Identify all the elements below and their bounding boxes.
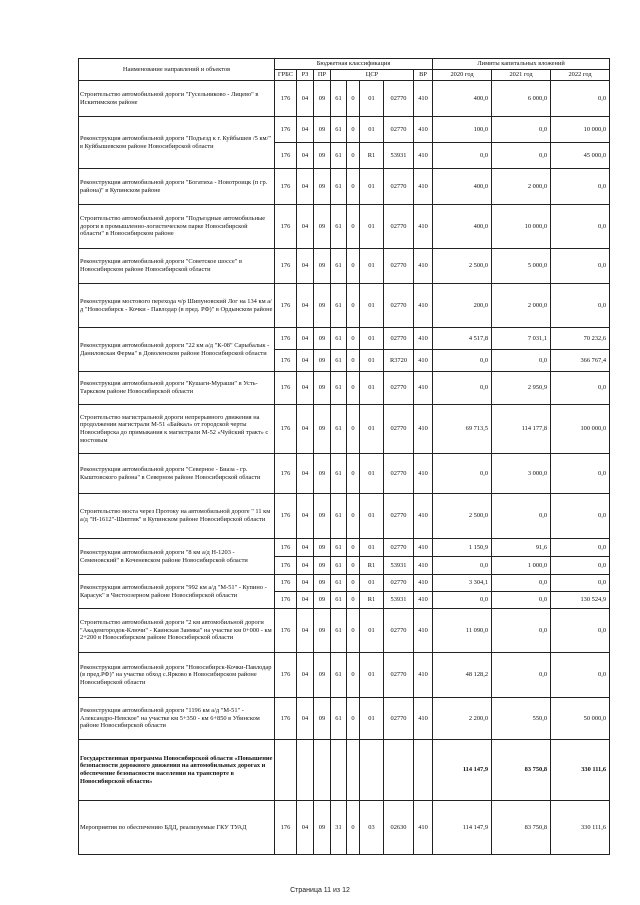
cell-y2020: 0,0: [433, 372, 492, 405]
header-2021: 2021 год: [492, 70, 551, 81]
table-body: [79, 81, 610, 855]
cell-csr2: 0: [347, 801, 360, 855]
cell-y2021: 5 000,0: [492, 249, 551, 284]
cell-csr3: 01: [360, 249, 384, 284]
page-footer: Страница 11 из 12: [290, 887, 350, 894]
cell-vr: 410: [414, 557, 433, 575]
cell-y2021: 0,0: [492, 117, 551, 143]
object-name: Реконструкция автомобильной дороги "Новосибирск-Кочки-Павлодар (в пред.РФ)" на участке обход с.Ярково в Новосибирском районе Новосибирской области: [79, 653, 275, 698]
cell-y2021: 10 000,0: [492, 205, 551, 249]
cell-csr3: 01: [360, 117, 384, 143]
capital-investment-table: [78, 58, 610, 855]
cell-csr4: 02770: [384, 249, 414, 284]
cell-csr3: 01: [360, 494, 384, 539]
cell-csr1: 61: [331, 205, 347, 249]
cell-pr: 09: [314, 557, 331, 575]
cell-csr2: 0: [347, 284, 360, 328]
cell-csr4: 53931: [384, 592, 414, 609]
cell-y2020: 0,0: [433, 557, 492, 575]
cell-csr4: R3720: [384, 350, 414, 372]
cell-csr2: 0: [347, 205, 360, 249]
cell-csr1: 61: [331, 698, 347, 740]
cell-rz: 04: [297, 372, 314, 405]
cell-csr1: 61: [331, 575, 347, 592]
cell-y2021: 0,0: [492, 653, 551, 698]
cell-grbs: 176: [275, 609, 297, 653]
cell-pr: 09: [314, 698, 331, 740]
cell-csr1: 61: [331, 592, 347, 609]
cell-grbs: 176: [275, 405, 297, 454]
cell-y2020: 11 090,0: [433, 609, 492, 653]
cell-csr3: R1: [360, 592, 384, 609]
cell-y2021: 83 750,8: [492, 740, 551, 801]
cell-pr: [314, 740, 331, 801]
cell-y2020: 2 200,0: [433, 698, 492, 740]
cell-csr4: 02770: [384, 169, 414, 205]
cell-vr: 410: [414, 169, 433, 205]
cell-csr4: 02770: [384, 494, 414, 539]
cell-y2022: 0,0: [551, 249, 610, 284]
cell-csr3: 01: [360, 169, 384, 205]
cell-csr2: 0: [347, 249, 360, 284]
cell-grbs: 176: [275, 81, 297, 117]
cell-csr4: 02770: [384, 81, 414, 117]
cell-vr: 410: [414, 143, 433, 169]
cell-csr3: 01: [360, 372, 384, 405]
cell-csr2: 0: [347, 169, 360, 205]
cell-rz: 04: [297, 143, 314, 169]
cell-y2022: 70 232,6: [551, 328, 610, 350]
cell-pr: 09: [314, 454, 331, 494]
cell-vr: 410: [414, 592, 433, 609]
cell-csr2: 0: [347, 609, 360, 653]
header-capital-limits: Лимиты капитальных вложений: [433, 59, 610, 70]
table-row: [79, 494, 610, 539]
cell-csr2: 0: [347, 494, 360, 539]
cell-y2021: 0,0: [492, 143, 551, 169]
header-2022: 2022 год: [551, 70, 610, 81]
cell-y2020: 3 304,1: [433, 575, 492, 592]
table-row: [79, 740, 610, 801]
cell-csr4: 02770: [384, 284, 414, 328]
cell-csr3: R1: [360, 557, 384, 575]
cell-pr: 09: [314, 609, 331, 653]
cell-rz: 04: [297, 592, 314, 609]
cell-csr3: 01: [360, 575, 384, 592]
cell-y2021: 3 000,0: [492, 454, 551, 494]
cell-csr2: 0: [347, 117, 360, 143]
cell-y2021: 2 950,9: [492, 372, 551, 405]
table-row: [79, 372, 610, 405]
cell-csr4: 02770: [384, 328, 414, 350]
cell-pr: 09: [314, 169, 331, 205]
header-budget-classification: Бюджетная классификация: [275, 59, 433, 70]
table-row: [79, 801, 610, 855]
cell-vr: 410: [414, 328, 433, 350]
cell-rz: 04: [297, 557, 314, 575]
cell-rz: [297, 740, 314, 801]
cell-rz: 04: [297, 328, 314, 350]
cell-csr3: 01: [360, 328, 384, 350]
cell-vr: 410: [414, 454, 433, 494]
cell-csr3: R1: [360, 143, 384, 169]
cell-csr3: 01: [360, 454, 384, 494]
cell-y2022: 0,0: [551, 539, 610, 557]
object-name: Мероприятия по обеспечению БДД, реализуемые ГКУ ТУАД: [79, 801, 275, 855]
cell-pr: 09: [314, 494, 331, 539]
cell-csr2: 0: [347, 143, 360, 169]
cell-y2020: 400,0: [433, 205, 492, 249]
cell-pr: 09: [314, 405, 331, 454]
cell-csr1: 61: [331, 328, 347, 350]
cell-csr1: 61: [331, 557, 347, 575]
cell-grbs: 176: [275, 117, 297, 143]
object-name: Реконструкция автомобильной дороги "Кушаги-Мураши" в Усть-Таркском районе Новосибирской области: [79, 372, 275, 405]
cell-csr4: 02770: [384, 372, 414, 405]
cell-y2020: 100,0: [433, 117, 492, 143]
object-name: Строительство автомобильной дороги "Подъездные автомобильные дороги в промышленно-логистическом парке Новосибирской области" в Новосибирском районе: [79, 205, 275, 249]
cell-y2020: 400,0: [433, 81, 492, 117]
cell-pr: 09: [314, 653, 331, 698]
cell-grbs: 176: [275, 169, 297, 205]
cell-csr4: 02770: [384, 575, 414, 592]
cell-csr4: 02770: [384, 698, 414, 740]
object-name: Реконструкция автомобильной дороги "1196 км а/д "М-51" - Александро-Невское" на участке км 5+350 - км 6+850 в Убинском районе Новосибирской области: [79, 698, 275, 740]
cell-vr: 410: [414, 372, 433, 405]
cell-y2020: 69 713,5: [433, 405, 492, 454]
cell-pr: 09: [314, 249, 331, 284]
cell-csr3: 01: [360, 81, 384, 117]
cell-vr: 410: [414, 249, 433, 284]
cell-y2020: 0,0: [433, 143, 492, 169]
cell-y2020: 200,0: [433, 284, 492, 328]
table-header: [79, 59, 610, 81]
header-grbs: ГРБС: [275, 70, 297, 81]
cell-vr: 410: [414, 801, 433, 855]
cell-grbs: [275, 740, 297, 801]
cell-vr: 410: [414, 350, 433, 372]
cell-y2022: 130 524,9: [551, 592, 610, 609]
object-name: Реконструкция автомобильной дороги "Подъезд к г. Куйбышев /5 км/" в Куйбышевском районе Новосибирской области: [79, 117, 275, 169]
table-row: [79, 539, 610, 557]
cell-y2021: 0,0: [492, 350, 551, 372]
cell-y2020: 0,0: [433, 592, 492, 609]
cell-csr1: 61: [331, 81, 347, 117]
cell-csr3: 01: [360, 653, 384, 698]
cell-y2022: 330 111,6: [551, 740, 610, 801]
cell-grbs: 176: [275, 494, 297, 539]
table-row: [79, 454, 610, 494]
cell-csr2: 0: [347, 653, 360, 698]
cell-grbs: 176: [275, 372, 297, 405]
cell-csr4: 02770: [384, 609, 414, 653]
cell-pr: 09: [314, 801, 331, 855]
table-row: [79, 284, 610, 328]
cell-vr: 410: [414, 575, 433, 592]
cell-rz: 04: [297, 609, 314, 653]
cell-csr3: 01: [360, 205, 384, 249]
table-row: [79, 205, 610, 249]
cell-y2021: 7 031,1: [492, 328, 551, 350]
cell-y2020: 4 517,8: [433, 328, 492, 350]
cell-vr: 410: [414, 653, 433, 698]
cell-rz: 04: [297, 801, 314, 855]
cell-grbs: 176: [275, 539, 297, 557]
cell-rz: 04: [297, 350, 314, 372]
table-row: [79, 698, 610, 740]
cell-csr3: 01: [360, 698, 384, 740]
cell-y2022: 0,0: [551, 575, 610, 592]
cell-y2020: 0,0: [433, 454, 492, 494]
cell-y2020: 2 500,0: [433, 494, 492, 539]
cell-csr4: 53931: [384, 143, 414, 169]
cell-csr1: 61: [331, 609, 347, 653]
cell-grbs: 176: [275, 653, 297, 698]
cell-y2022: 50 000,0: [551, 698, 610, 740]
cell-csr1: 61: [331, 372, 347, 405]
cell-csr2: 0: [347, 454, 360, 494]
cell-csr3: [360, 740, 384, 801]
cell-csr1: 61: [331, 284, 347, 328]
cell-csr1: 61: [331, 350, 347, 372]
cell-rz: 04: [297, 284, 314, 328]
cell-vr: 410: [414, 609, 433, 653]
header-vr: ВР: [414, 70, 433, 81]
object-name: Реконструкция автомобильной дороги "22 км а/д "К-08" Сарыбалык - Даниловская Ферма" в Доволенском районе Новосибирской области: [79, 328, 275, 372]
cell-y2021: 0,0: [492, 592, 551, 609]
cell-csr2: 0: [347, 405, 360, 454]
cell-csr4: [384, 740, 414, 801]
cell-csr1: 61: [331, 653, 347, 698]
cell-grbs: 176: [275, 205, 297, 249]
cell-vr: 410: [414, 205, 433, 249]
header-csr: ЦСР: [331, 70, 414, 81]
cell-rz: 04: [297, 117, 314, 143]
cell-csr2: 0: [347, 539, 360, 557]
table-row: [79, 328, 610, 350]
cell-y2022: 0,0: [551, 653, 610, 698]
cell-y2020: 0,0: [433, 350, 492, 372]
cell-csr3: 01: [360, 609, 384, 653]
cell-csr4: 02770: [384, 653, 414, 698]
cell-rz: 04: [297, 575, 314, 592]
cell-csr2: 0: [347, 557, 360, 575]
cell-csr2: 0: [347, 592, 360, 609]
object-name: Реконструкция автомобильной дороги "Советское шоссе" в Новосибирском районе Новосибирской области: [79, 249, 275, 284]
cell-y2022: 0,0: [551, 494, 610, 539]
cell-rz: 04: [297, 405, 314, 454]
cell-grbs: 176: [275, 284, 297, 328]
cell-y2020: 48 128,2: [433, 653, 492, 698]
cell-pr: 09: [314, 539, 331, 557]
cell-y2021: 0,0: [492, 609, 551, 653]
table-row: [79, 117, 610, 143]
cell-csr2: 0: [347, 575, 360, 592]
table-row: [79, 405, 610, 454]
cell-csr3: 01: [360, 350, 384, 372]
cell-pr: 09: [314, 143, 331, 169]
cell-y2021: 0,0: [492, 575, 551, 592]
cell-y2021: 114 177,8: [492, 405, 551, 454]
cell-pr: 09: [314, 328, 331, 350]
cell-y2022: 0,0: [551, 454, 610, 494]
cell-pr: 09: [314, 575, 331, 592]
cell-csr2: 0: [347, 328, 360, 350]
header-2020: 2020 год: [433, 70, 492, 81]
cell-csr1: 61: [331, 117, 347, 143]
table-row: [79, 81, 610, 117]
cell-grbs: 176: [275, 143, 297, 169]
header-rz: РЗ: [297, 70, 314, 81]
cell-y2022: 366 767,4: [551, 350, 610, 372]
cell-csr4: 02770: [384, 117, 414, 143]
cell-y2021: 0,0: [492, 494, 551, 539]
cell-y2022: 330 111,6: [551, 801, 610, 855]
cell-csr2: 0: [347, 350, 360, 372]
object-name: Государственная программа Новосибирской области «Повышение безопасности дорожного движения на автомобильных дорогах и обеспечение безопасности населения на транспорте в Новосибирской области»: [79, 740, 275, 801]
cell-y2022: 0,0: [551, 372, 610, 405]
header-name: Наименование направлений и объектов: [79, 59, 275, 81]
cell-csr4: 02630: [384, 801, 414, 855]
cell-y2021: 91,6: [492, 539, 551, 557]
cell-csr4: 02770: [384, 405, 414, 454]
cell-csr1: 61: [331, 539, 347, 557]
cell-y2020: 114 147,9: [433, 801, 492, 855]
cell-y2022: 10 000,0: [551, 117, 610, 143]
cell-grbs: 176: [275, 350, 297, 372]
cell-grbs: 176: [275, 557, 297, 575]
cell-csr1: 61: [331, 494, 347, 539]
cell-csr1: 61: [331, 405, 347, 454]
cell-vr: 410: [414, 81, 433, 117]
cell-pr: 09: [314, 350, 331, 372]
object-name: Реконструкция автомобильной дороги "Богатиха - Новотроицк (п гр. района)" в Купинском районе: [79, 169, 275, 205]
cell-csr1: 61: [331, 249, 347, 284]
cell-csr3: 03: [360, 801, 384, 855]
cell-y2022: 0,0: [551, 205, 610, 249]
cell-grbs: 176: [275, 328, 297, 350]
cell-y2021: 83 750,8: [492, 801, 551, 855]
cell-rz: 04: [297, 494, 314, 539]
cell-rz: 04: [297, 205, 314, 249]
cell-y2022: 0,0: [551, 169, 610, 205]
cell-rz: 04: [297, 249, 314, 284]
cell-csr4: 02770: [384, 539, 414, 557]
cell-csr2: [347, 740, 360, 801]
cell-y2020: 114 147,9: [433, 740, 492, 801]
cell-pr: 09: [314, 81, 331, 117]
cell-y2021: 2 000,0: [492, 169, 551, 205]
cell-y2022: 0,0: [551, 609, 610, 653]
cell-pr: 09: [314, 117, 331, 143]
cell-y2022: 0,0: [551, 557, 610, 575]
cell-y2021: 6 000,0: [492, 81, 551, 117]
cell-grbs: 176: [275, 454, 297, 494]
table-row: [79, 609, 610, 653]
cell-vr: 410: [414, 539, 433, 557]
cell-y2022: 100 000,0: [551, 405, 610, 454]
cell-pr: 09: [314, 284, 331, 328]
object-name: Реконструкция автомобильной дороги "992 км а/д "М-51" - Купино - Карасук" в Чистоозерном районе Новосибирской области: [79, 575, 275, 609]
cell-csr4: 02770: [384, 454, 414, 494]
cell-grbs: 176: [275, 592, 297, 609]
cell-y2021: 550,0: [492, 698, 551, 740]
object-name: Строительство магистральной дороги непрерывного движения на продолжении магистрали М-51 «Байкал» от городской черты Новосибирска до примыкания к магистрали М-52 «Чуйский тракт» с мостовым: [79, 405, 275, 454]
cell-vr: 410: [414, 698, 433, 740]
cell-csr2: 0: [347, 372, 360, 405]
cell-rz: 04: [297, 81, 314, 117]
cell-csr1: 61: [331, 169, 347, 205]
cell-csr2: 0: [347, 698, 360, 740]
cell-csr1: 61: [331, 143, 347, 169]
cell-vr: [414, 740, 433, 801]
cell-rz: 04: [297, 454, 314, 494]
object-name: Реконструкция мостового перехода ч/р Шипуновский Лог на 134 км а/д "Новосибирск - Кочки - Павлодар (в пред. РФ)" в Ордынском районе: [79, 284, 275, 328]
cell-csr3: 01: [360, 284, 384, 328]
cell-y2022: 0,0: [551, 81, 610, 117]
object-name: Реконструкция автомобильной дороги "8 км а/д Н-1203 - Семеновский" в Коченевском районе Новосибирской области: [79, 539, 275, 575]
cell-grbs: 176: [275, 249, 297, 284]
header-pr: ПР: [314, 70, 331, 81]
cell-pr: 09: [314, 372, 331, 405]
cell-vr: 410: [414, 284, 433, 328]
cell-grbs: 176: [275, 698, 297, 740]
cell-y2022: 45 000,0: [551, 143, 610, 169]
cell-grbs: 176: [275, 801, 297, 855]
cell-y2021: 2 000,0: [492, 284, 551, 328]
cell-pr: 09: [314, 592, 331, 609]
cell-rz: 04: [297, 169, 314, 205]
cell-csr3: 01: [360, 405, 384, 454]
cell-rz: 04: [297, 539, 314, 557]
cell-csr1: 61: [331, 454, 347, 494]
cell-y2020: 2 500,0: [433, 249, 492, 284]
object-name: Строительство автомобильной дороги "2 км автомобильной дороги "Академгородок-Ключи" - Каинская Заимка" на участке км 0+000 - км 2+200 в Новосибирском районе Новосибирской области: [79, 609, 275, 653]
cell-vr: 410: [414, 405, 433, 454]
object-name: Реконструкция автомобильной дороги "Северное - Биаза - гр. Кыштовского района" в Северном районе Новосибирской области: [79, 454, 275, 494]
object-name: Строительство моста через Протоку на автомобильной дороге " 11 км а/д "Н-1612"-Шиптик" в Купинском районе Новосибирской области: [79, 494, 275, 539]
cell-y2020: 1 150,9: [433, 539, 492, 557]
cell-y2021: 1 000,0: [492, 557, 551, 575]
cell-grbs: 176: [275, 575, 297, 592]
table-row: [79, 575, 610, 592]
object-name: Строительство автомобильной дороги "Гусельниково - Лицево" в Искитимском районе: [79, 81, 275, 117]
cell-csr1: [331, 740, 347, 801]
cell-csr4: 53931: [384, 557, 414, 575]
cell-y2022: 0,0: [551, 284, 610, 328]
table-row: [79, 653, 610, 698]
cell-vr: 410: [414, 117, 433, 143]
cell-csr4: 02770: [384, 205, 414, 249]
cell-pr: 09: [314, 205, 331, 249]
cell-csr3: 01: [360, 539, 384, 557]
cell-vr: 410: [414, 494, 433, 539]
table-row: [79, 169, 610, 205]
cell-rz: 04: [297, 698, 314, 740]
cell-rz: 04: [297, 653, 314, 698]
cell-y2020: 400,0: [433, 169, 492, 205]
table-row: [79, 249, 610, 284]
cell-csr2: 0: [347, 81, 360, 117]
cell-csr1: 31: [331, 801, 347, 855]
